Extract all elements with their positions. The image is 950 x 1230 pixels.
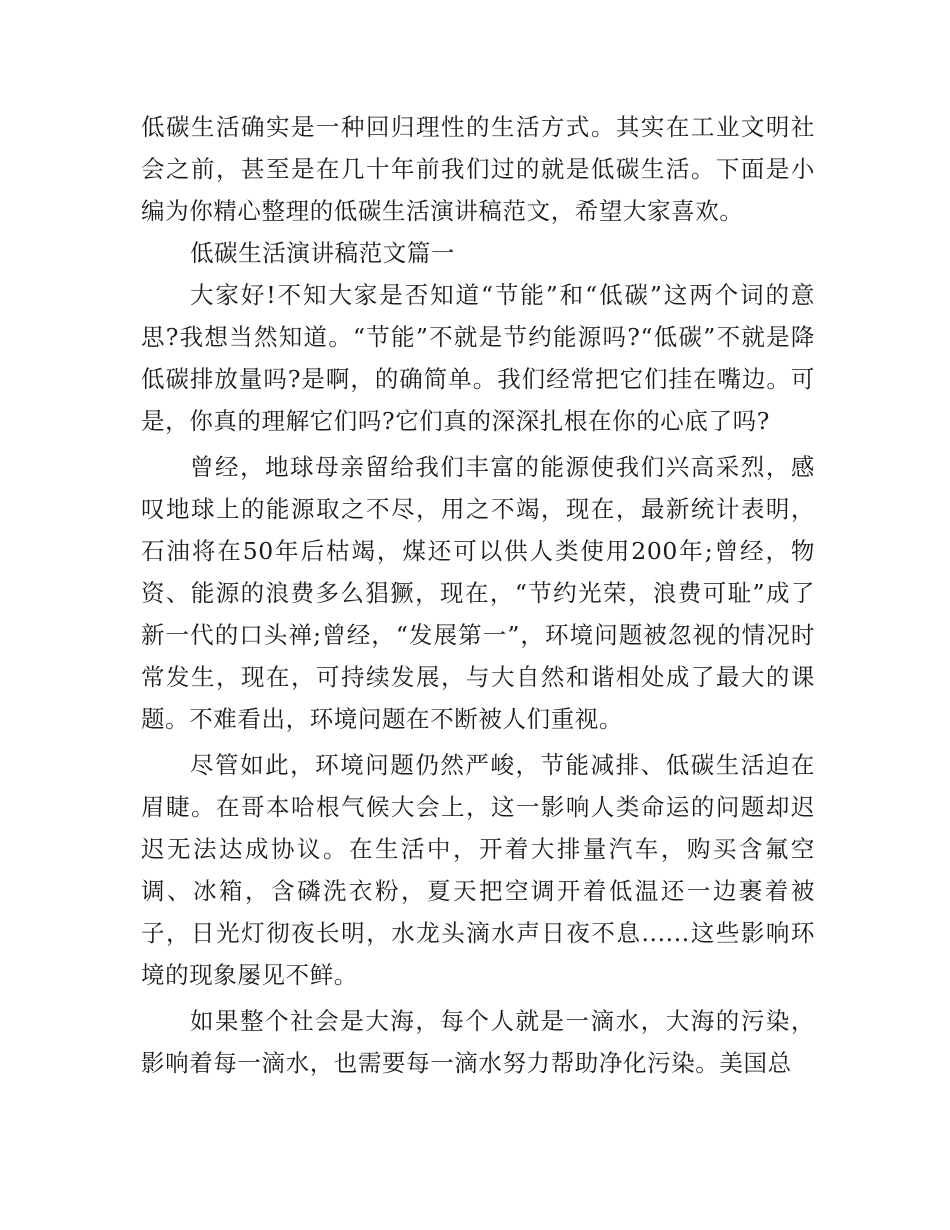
- intro-paragraph: 低碳生活确实是一种回归理性的生活方式。其实在工业文明社会之前，甚至是在几十年前我们过的就是低碳生活。下面是小编为你精心整理的低碳生活演讲稿范文，希望大家喜欢。: [141, 113, 815, 225]
- document-body: [141, 106, 815, 1084]
- section-heading: 低碳生活演讲稿范文篇一: [190, 239, 456, 267]
- body-paragraph: 尽管如此，环境问题仍然严峻，节能减排、低碳生活迫在眉睫。在哥本哈根气候大会上，这一影响人类命运的问题却迟迟无法达成协议。在生活中，开着大排量汽车，购买含氟空调、冰箱，含磷洗衣粉，夏天把空调开着低温还一边裹着被子，日光灯彻夜长明，水龙头滴水声日夜不息......这些影响环境的现象屡见不鲜。: [141, 751, 815, 989]
- body-paragraph: 如果整个社会是大海，每个人就是一滴水，大海的污染，影响着每一滴水，也需要每一滴水努力帮助净化污染。美国总: [141, 1007, 815, 1077]
- body-paragraph: 曾经，地球母亲留给我们丰富的能源使我们兴高采烈，感叹地球上的能源取之不尽，用之不竭，现在，最新统计表明，石油将在50年后枯竭，煤还可以供人类使用200年;曾经，物资、能源的浪费多么猖獗，现在，“节约光荣，浪费可耻”成了新一代的口头禅;曾经，“发展第一”，环境问题被忽视的情况时常发生，现在，可持续发展，与大自然和谐相处成了最大的课题。不难看出，环境问题在不断被人们重视。: [141, 453, 815, 733]
- body-paragraph: 大家好!不知大家是否知道“节能”和“低碳”这两个词的意思?我想当然知道。“节能”不就是节约能源吗?“低碳”不就是降低碳排放量吗?是啊，的确简单。我们经常把它们挂在嘴边。可是，你真的理解它们吗?它们真的深深扎根在你的心底了吗?: [141, 281, 815, 435]
